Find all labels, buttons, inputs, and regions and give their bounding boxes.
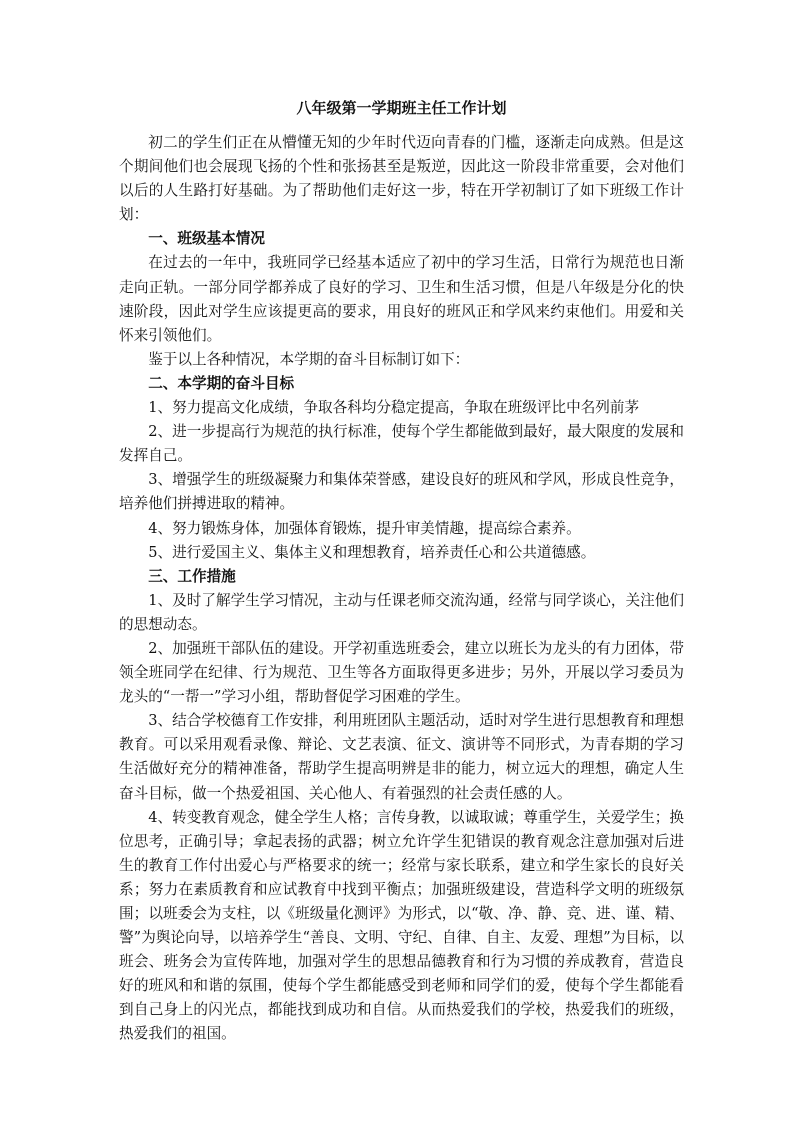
paragraph: 鉴于以上各种情况，本学期的奋斗目标制订如下： bbox=[148, 350, 470, 368]
list-item: 1、及时了解学生学习情况，主动与任课老师交流沟通，经常与同学谈心，关注他们的思想动态。 bbox=[119, 591, 684, 633]
intro-paragraph: 初二的学生们正在从懵懂无知的少年时代迈向青春的门槛，逐渐走向成熟。但是这个期间他们也会展现飞扬的个性和张扬甚至是叛逆，因此这一阶段非常重要，会对他们以后的人生路打好基础。为了帮助他们走好这一步，特在开学初制订了如下班级工作计划： bbox=[119, 134, 684, 224]
list-item: 4、转变教育观念，健全学生人格；言传身教，以诚取诚；尊重学生，关爱学生；换位思考，正确引导；拿起表扬的武器；树立允许学生犯错误的教育观念注意加强对后进生的教育工作付出爱心与严格要求的统一；经常与家长联系，建立和学生家长的良好关系；努力在素质教育和应试教育中找到平衡点；加强班级建设，营造科学文明的班级氛围；以班委会为支柱，以《班级量化测评》为形式，以“敬、净、静、竞、进、谨、精、警”为舆论向导，以培养学生“善良、文明、守纪、自律、自主、友爱、理想”为目标，以班会、班务会为宣传阵地，加强对学生的思想品德教育和行为习惯的养成教育，营造良好的班风和和谐的氛围，使每个学生都能感受到老师和同学们的爱，使每个学生都能看到自己身上的闪光点，都能找到成功和自信。从而热爱我们的学校，热爱我们的班级，热爱我们的祖国。 bbox=[119, 808, 684, 1043]
list-item: 2、加强班干部队伍的建设。开学初重选班委会，建立以班长为龙头的有力团体，带领全班同学在纪律、行为规范、卫生等各方面取得更多进步；另外，开展以学习委员为龙头的“一帮一”学习小组，帮助督促学习困难的学生。 bbox=[119, 639, 684, 706]
section-heading-measures: 三、工作措施 bbox=[148, 567, 236, 585]
document-page bbox=[119, 96, 684, 1047]
list-item: 2、进一步提高行为规范的执行标准，使每个学生都能做到最好，最大限度的发展和发挥自己。 bbox=[119, 423, 684, 465]
list-item: 3、结合学校德育工作安排，利用班团队主题活动，适时对学生进行思想教育和理想教育。可以采用观看录像、辩论、文艺表演、征文、演讲等不同形式，为青春期的学习生活做好充分的精神准备，帮助学生提高明辨是非的能力，树立远大的理想，确定人生奋斗目标，做一个热爱祖国、关心他人、有着强烈的社会责任感的人。 bbox=[119, 712, 684, 802]
section-heading-basic-situation: 一、班级基本情况 bbox=[148, 230, 265, 248]
section-heading-goals: 二、本学期的奋斗目标 bbox=[148, 374, 295, 392]
document-title: 八年级第一学期班主任工作计划 bbox=[296, 99, 507, 117]
paragraph: 在过去的一年中，我班同学已经基本适应了初中的学习生活，日常行为规范也日渐走向正轨。一部分同学都养成了良好的学习、卫生和生活习惯，但是八年级是分化的快速阶段，因此对学生应该提更高的要求，用良好的班风正和学风来约束他们。用爱和关怀来引领他们。 bbox=[119, 254, 684, 344]
list-item: 1、努力提高文化成绩，争取各科均分稳定提高，争取在班级评比中名列前茅 bbox=[148, 399, 640, 417]
list-item: 4、努力锻炼身体，加强体育锻炼，提升审美情趣，提高综合素养。 bbox=[148, 519, 581, 537]
list-item: 3、增强学生的班级凝聚力和集体荣誉感，建设良好的班风和学风，形成良性竞争，培养他们拼搏进取的精神。 bbox=[119, 471, 684, 513]
list-item: 5、进行爱国主义、集体主义和理想教育，培养责任心和公共道德感。 bbox=[148, 543, 596, 561]
